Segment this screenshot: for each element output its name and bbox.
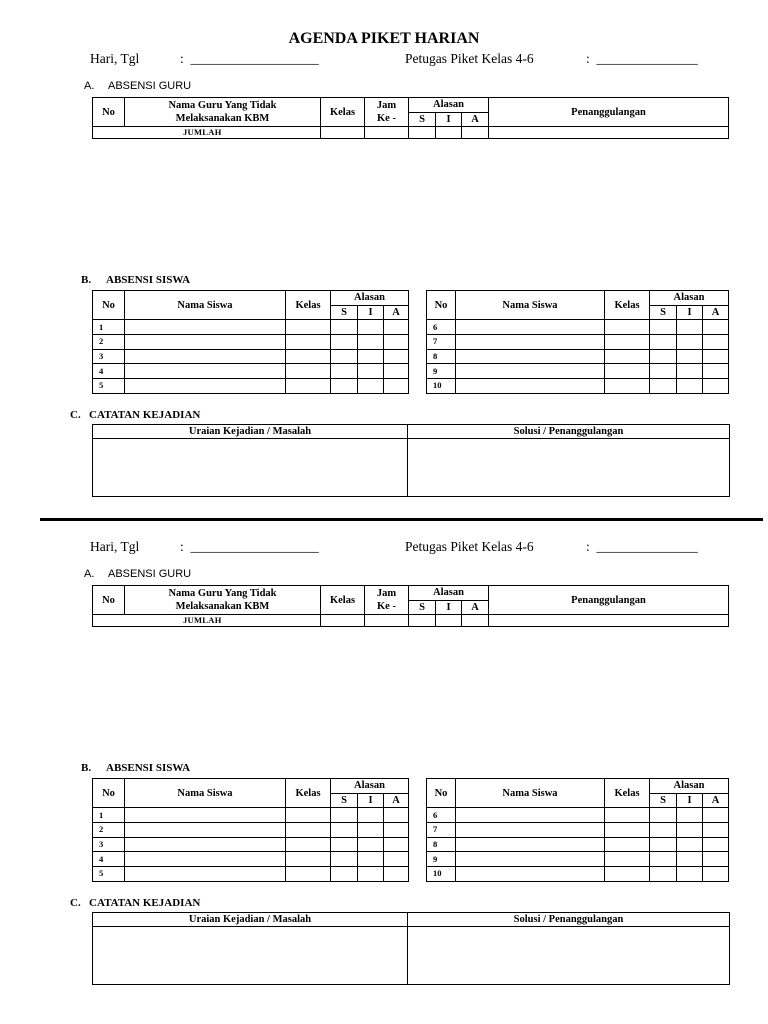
col-class: Kelas (286, 291, 331, 320)
student-name-cell[interactable] (125, 837, 286, 852)
sick-cell[interactable] (331, 378, 358, 393)
sick-cell[interactable] (331, 852, 358, 867)
absent-cell[interactable] (703, 808, 729, 823)
absent-cell[interactable] (703, 837, 729, 852)
incident-notes-table (92, 424, 730, 497)
incident-cell[interactable] (93, 927, 408, 985)
absent-cell[interactable] (384, 378, 409, 393)
section-b-letter: B. (81, 762, 92, 774)
col-reason: Alasan (650, 779, 729, 794)
total-label: JUMLAH (93, 615, 321, 627)
col-sick: S (650, 794, 677, 808)
section-c-letter: C. (70, 897, 81, 909)
col-sick: S (409, 601, 436, 615)
absent-cell[interactable] (384, 320, 409, 335)
officer-field[interactable]: : _______________ (586, 539, 698, 554)
total-cell[interactable] (462, 615, 489, 627)
col-hour (365, 586, 409, 615)
class-cell[interactable] (605, 320, 650, 335)
col-absent: A (384, 794, 409, 808)
section-divider (40, 518, 763, 521)
sick-cell[interactable] (650, 364, 677, 379)
col-hour (365, 98, 409, 127)
section-a-title: ABSENSI GURU (108, 80, 192, 92)
total-cell[interactable] (365, 127, 409, 139)
col-teacher-name-line1: Nama Guru Yang Tidak (168, 99, 277, 111)
permit-cell[interactable] (677, 852, 703, 867)
col-teacher-name-line2: Melaksanakan KBM (175, 601, 270, 613)
col-student-name: Nama Siswa (125, 779, 286, 808)
class-cell[interactable] (286, 852, 331, 867)
solution-cell[interactable] (408, 439, 730, 497)
permit-cell[interactable] (677, 866, 703, 881)
class-cell[interactable] (286, 808, 331, 823)
student-name-cell[interactable] (456, 378, 605, 393)
class-cell[interactable] (605, 866, 650, 881)
total-cell[interactable] (365, 615, 409, 627)
col-class: Kelas (286, 779, 331, 808)
total-cell[interactable] (409, 615, 436, 627)
total-cell[interactable] (462, 127, 489, 139)
total-cell[interactable] (489, 615, 729, 627)
absent-cell[interactable] (703, 866, 729, 881)
sick-cell[interactable] (650, 866, 677, 881)
class-cell[interactable] (605, 334, 650, 349)
row-number: 7 (427, 822, 456, 837)
col-absent: A (462, 601, 489, 615)
permit-cell[interactable] (358, 320, 384, 335)
teacher-absence-table (92, 585, 729, 627)
row-number: 10 (427, 866, 456, 881)
student-name-cell[interactable] (125, 349, 286, 364)
col-teacher-name (125, 586, 321, 615)
col-hour-line2: Ke - (377, 113, 396, 125)
absent-cell[interactable] (384, 822, 409, 837)
col-reason: Alasan (409, 98, 489, 113)
col-permit: I (677, 306, 703, 320)
row-number: 2 (93, 822, 125, 837)
class-cell[interactable] (286, 378, 331, 393)
sick-cell[interactable] (331, 822, 358, 837)
section-a-title: ABSENSI GURU (108, 568, 192, 580)
class-cell[interactable] (605, 349, 650, 364)
sick-cell[interactable] (650, 837, 677, 852)
solution-cell[interactable] (408, 927, 730, 985)
permit-cell[interactable] (358, 334, 384, 349)
col-teacher-name (125, 98, 321, 127)
total-cell[interactable] (436, 127, 462, 139)
col-permit: I (358, 794, 384, 808)
student-name-cell[interactable] (456, 837, 605, 852)
student-name-cell[interactable] (456, 822, 605, 837)
student-name-cell[interactable] (125, 320, 286, 335)
permit-cell[interactable] (677, 837, 703, 852)
absent-cell[interactable] (703, 822, 729, 837)
row-number: 10 (427, 378, 456, 393)
date-label: Hari, Tgl (90, 51, 140, 66)
student-name-cell[interactable] (456, 866, 605, 881)
class-cell[interactable] (286, 866, 331, 881)
class-cell[interactable] (286, 822, 331, 837)
col-handling: Penanggulangan (489, 586, 729, 615)
col-sick: S (331, 306, 358, 320)
class-cell[interactable] (605, 808, 650, 823)
sick-cell[interactable] (331, 866, 358, 881)
student-name-cell[interactable] (456, 852, 605, 867)
col-hour-line1: Jam (376, 99, 397, 111)
permit-cell[interactable] (677, 378, 703, 393)
row-number: 7 (427, 334, 456, 349)
student-name-cell[interactable] (456, 364, 605, 379)
permit-cell[interactable] (677, 334, 703, 349)
permit-cell[interactable] (677, 822, 703, 837)
class-cell[interactable] (286, 334, 331, 349)
col-hour-line2: Ke - (377, 601, 396, 613)
col-reason: Alasan (409, 586, 489, 601)
permit-cell[interactable] (358, 852, 384, 867)
sick-cell[interactable] (331, 364, 358, 379)
col-no: No (427, 291, 456, 320)
incident-cell[interactable] (93, 439, 408, 497)
permit-cell[interactable] (358, 364, 384, 379)
total-label: JUMLAH (93, 127, 321, 139)
class-cell[interactable] (286, 837, 331, 852)
col-reason: Alasan (331, 291, 409, 306)
student-absence-table-left (92, 290, 409, 394)
class-cell[interactable] (605, 837, 650, 852)
permit-cell[interactable] (358, 378, 384, 393)
permit-cell[interactable] (358, 822, 384, 837)
col-absent: A (462, 113, 489, 127)
total-cell[interactable] (321, 127, 365, 139)
col-no: No (93, 98, 125, 127)
col-incident: Uraian Kejadian / Masalah (93, 425, 408, 439)
col-reason: Alasan (650, 291, 729, 306)
total-cell[interactable] (436, 615, 462, 627)
permit-cell[interactable] (358, 837, 384, 852)
section-b-title: ABSENSI SISWA (106, 762, 191, 774)
absent-cell[interactable] (384, 334, 409, 349)
student-name-cell[interactable] (456, 334, 605, 349)
student-absence-table-right (426, 778, 729, 882)
absent-cell[interactable] (384, 364, 409, 379)
absent-cell[interactable] (703, 364, 729, 379)
absent-cell[interactable] (703, 378, 729, 393)
student-name-cell[interactable] (125, 866, 286, 881)
row-number: 6 (427, 320, 456, 335)
row-number: 9 (427, 852, 456, 867)
student-name-cell[interactable] (456, 808, 605, 823)
col-solution: Solusi / Penanggulangan (408, 425, 730, 439)
absent-cell[interactable] (703, 320, 729, 335)
absent-cell[interactable] (384, 837, 409, 852)
section-c-title: CATATAN KEJADIAN (89, 897, 201, 909)
sick-cell[interactable] (331, 349, 358, 364)
section-b-letter: B. (81, 274, 92, 286)
sick-cell[interactable] (650, 320, 677, 335)
student-name-cell[interactable] (125, 378, 286, 393)
student-name-cell[interactable] (456, 320, 605, 335)
absent-cell[interactable] (384, 349, 409, 364)
sick-cell[interactable] (331, 320, 358, 335)
date-field[interactable]: : ___________________ (180, 51, 319, 66)
total-cell[interactable] (489, 127, 729, 139)
student-name-cell[interactable] (456, 349, 605, 364)
permit-cell[interactable] (677, 320, 703, 335)
sick-cell[interactable] (331, 334, 358, 349)
page-title: AGENDA PIKET HARIAN (288, 30, 480, 47)
sick-cell[interactable] (650, 334, 677, 349)
col-student-name: Nama Siswa (456, 779, 605, 808)
total-cell[interactable] (321, 615, 365, 627)
row-number: 6 (427, 808, 456, 823)
row-number: 8 (427, 837, 456, 852)
col-class: Kelas (605, 291, 650, 320)
col-absent: A (703, 306, 729, 320)
permit-cell[interactable] (358, 866, 384, 881)
row-number: 2 (93, 334, 125, 349)
section-a-letter: A. (84, 568, 95, 580)
row-number: 1 (93, 320, 125, 335)
absent-cell[interactable] (703, 349, 729, 364)
col-reason: Alasan (331, 779, 409, 794)
permit-cell[interactable] (677, 349, 703, 364)
col-incident: Uraian Kejadian / Masalah (93, 913, 408, 927)
col-solution: Solusi / Penanggulangan (408, 913, 730, 927)
permit-cell[interactable] (677, 364, 703, 379)
student-absence-table-left (92, 778, 409, 882)
class-cell[interactable] (605, 364, 650, 379)
section-c-title: CATATAN KEJADIAN (89, 409, 201, 421)
student-absence-table-right (426, 290, 729, 394)
sick-cell[interactable] (650, 378, 677, 393)
total-cell[interactable] (409, 127, 436, 139)
teacher-absence-table (92, 97, 729, 139)
col-student-name: Nama Siswa (456, 291, 605, 320)
class-cell[interactable] (286, 320, 331, 335)
student-name-cell[interactable] (125, 808, 286, 823)
col-sick: S (331, 794, 358, 808)
col-absent: A (384, 306, 409, 320)
col-teacher-name-line1: Nama Guru Yang Tidak (168, 587, 277, 599)
sick-cell[interactable] (331, 837, 358, 852)
col-class: Kelas (321, 586, 365, 615)
col-hour-line1: Jam (376, 587, 397, 599)
absent-cell[interactable] (384, 808, 409, 823)
absent-cell[interactable] (384, 866, 409, 881)
row-number: 9 (427, 364, 456, 379)
class-cell[interactable] (286, 364, 331, 379)
officer-field[interactable]: : _______________ (586, 51, 698, 66)
section-b-title: ABSENSI SISWA (106, 274, 191, 286)
col-teacher-name-line2: Melaksanakan KBM (175, 113, 270, 125)
absent-cell[interactable] (703, 334, 729, 349)
row-number: 5 (93, 866, 125, 881)
sick-cell[interactable] (650, 349, 677, 364)
class-cell[interactable] (286, 349, 331, 364)
row-number: 4 (93, 364, 125, 379)
sick-cell[interactable] (331, 808, 358, 823)
col-no: No (93, 586, 125, 615)
col-permit: I (677, 794, 703, 808)
col-sick: S (409, 113, 436, 127)
permit-cell[interactable] (677, 808, 703, 823)
col-no: No (93, 779, 125, 808)
row-number: 3 (93, 837, 125, 852)
row-number: 4 (93, 852, 125, 867)
student-name-cell[interactable] (125, 822, 286, 837)
row-number: 3 (93, 349, 125, 364)
row-number: 1 (93, 808, 125, 823)
permit-cell[interactable] (358, 349, 384, 364)
col-student-name: Nama Siswa (125, 291, 286, 320)
col-class: Kelas (605, 779, 650, 808)
sick-cell[interactable] (650, 808, 677, 823)
incident-notes-table (92, 912, 730, 985)
date-label: Hari, Tgl (90, 539, 140, 554)
sick-cell[interactable] (650, 822, 677, 837)
col-no: No (93, 291, 125, 320)
officer-label: Petugas Piket Kelas 4-6 (405, 539, 534, 554)
col-sick: S (650, 306, 677, 320)
col-permit: I (358, 306, 384, 320)
col-absent: A (703, 794, 729, 808)
student-name-cell[interactable] (125, 852, 286, 867)
section-a-letter: A. (84, 80, 95, 92)
col-class: Kelas (321, 98, 365, 127)
student-name-cell[interactable] (125, 334, 286, 349)
absent-cell[interactable] (703, 852, 729, 867)
student-name-cell[interactable] (125, 364, 286, 379)
row-number: 5 (93, 378, 125, 393)
date-field[interactable]: : ___________________ (180, 539, 319, 554)
col-no: No (427, 779, 456, 808)
permit-cell[interactable] (358, 808, 384, 823)
absent-cell[interactable] (384, 852, 409, 867)
col-permit: I (436, 113, 462, 127)
class-cell[interactable] (605, 822, 650, 837)
class-cell[interactable] (605, 852, 650, 867)
col-permit: I (436, 601, 462, 615)
row-number: 8 (427, 349, 456, 364)
officer-label: Petugas Piket Kelas 4-6 (405, 51, 534, 66)
sick-cell[interactable] (650, 852, 677, 867)
section-c-letter: C. (70, 409, 81, 421)
class-cell[interactable] (605, 378, 650, 393)
col-handling: Penanggulangan (489, 98, 729, 127)
